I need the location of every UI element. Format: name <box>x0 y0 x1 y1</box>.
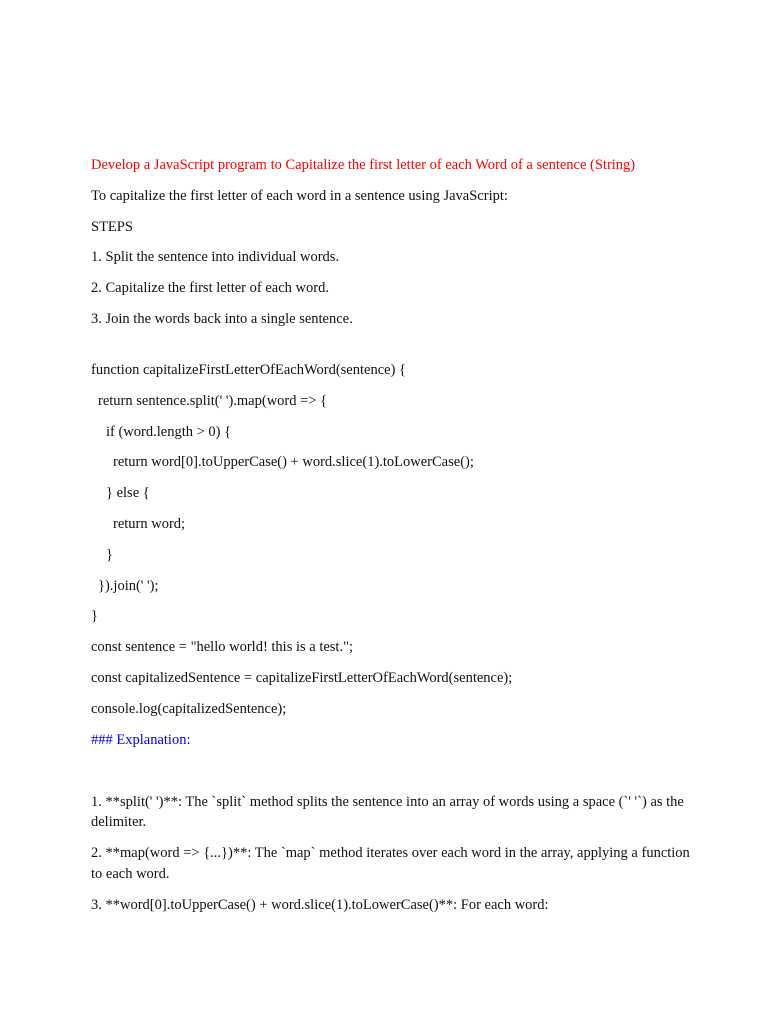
code-line: } else { <box>106 485 150 502</box>
step-item: 3. Join the words back into a single sentence. <box>91 310 353 327</box>
code-line: } <box>91 608 98 625</box>
code-line: }).join(' '); <box>98 577 159 594</box>
explanation-item: 3. **word[0].toUpperCase() + word.slice(1).toLowerCase()**: For each word: <box>91 896 549 913</box>
step-item: 1. Split the sentence into individual words. <box>91 249 340 266</box>
code-line: return word; <box>113 515 186 532</box>
code-line: return word[0].toUpperCase() + word.slice(1).toLowerCase(); <box>113 454 474 471</box>
explanation-item: 2. **map(word => {...})**: The `map` method iterates over each word in the array, applying a function to each word. <box>91 845 690 882</box>
document-title: Develop a JavaScript program to Capitalize the first letter of each Word of a sentence (String) <box>91 157 636 173</box>
code-line: function capitalizeFirstLetterOfEachWord(sentence) { <box>91 361 406 378</box>
code-line: const capitalizedSentence = capitalizeFirstLetterOfEachWord(sentence); <box>91 669 513 686</box>
intro-text: To capitalize the first letter of each word in a sentence using JavaScript: <box>91 187 508 204</box>
document-body <box>91 155 691 926</box>
step-item: 2. Capitalize the first letter of each word. <box>91 280 329 297</box>
explanation-heading: ### Explanation: <box>91 731 191 748</box>
code-line: console.log(capitalizedSentence); <box>91 700 287 717</box>
code-line: } <box>106 546 113 563</box>
code-line: return sentence.split(' ').map(word => { <box>98 392 328 409</box>
steps-heading: STEPS <box>91 218 133 235</box>
explanation-item: 1. **split(' ')**: The `split` method splits the sentence into an array of words using a space (`' '`) as the delimiter. <box>91 793 684 831</box>
code-line: const sentence = "hello world! this is a test."; <box>91 639 354 656</box>
code-line: if (word.length > 0) { <box>106 423 232 440</box>
